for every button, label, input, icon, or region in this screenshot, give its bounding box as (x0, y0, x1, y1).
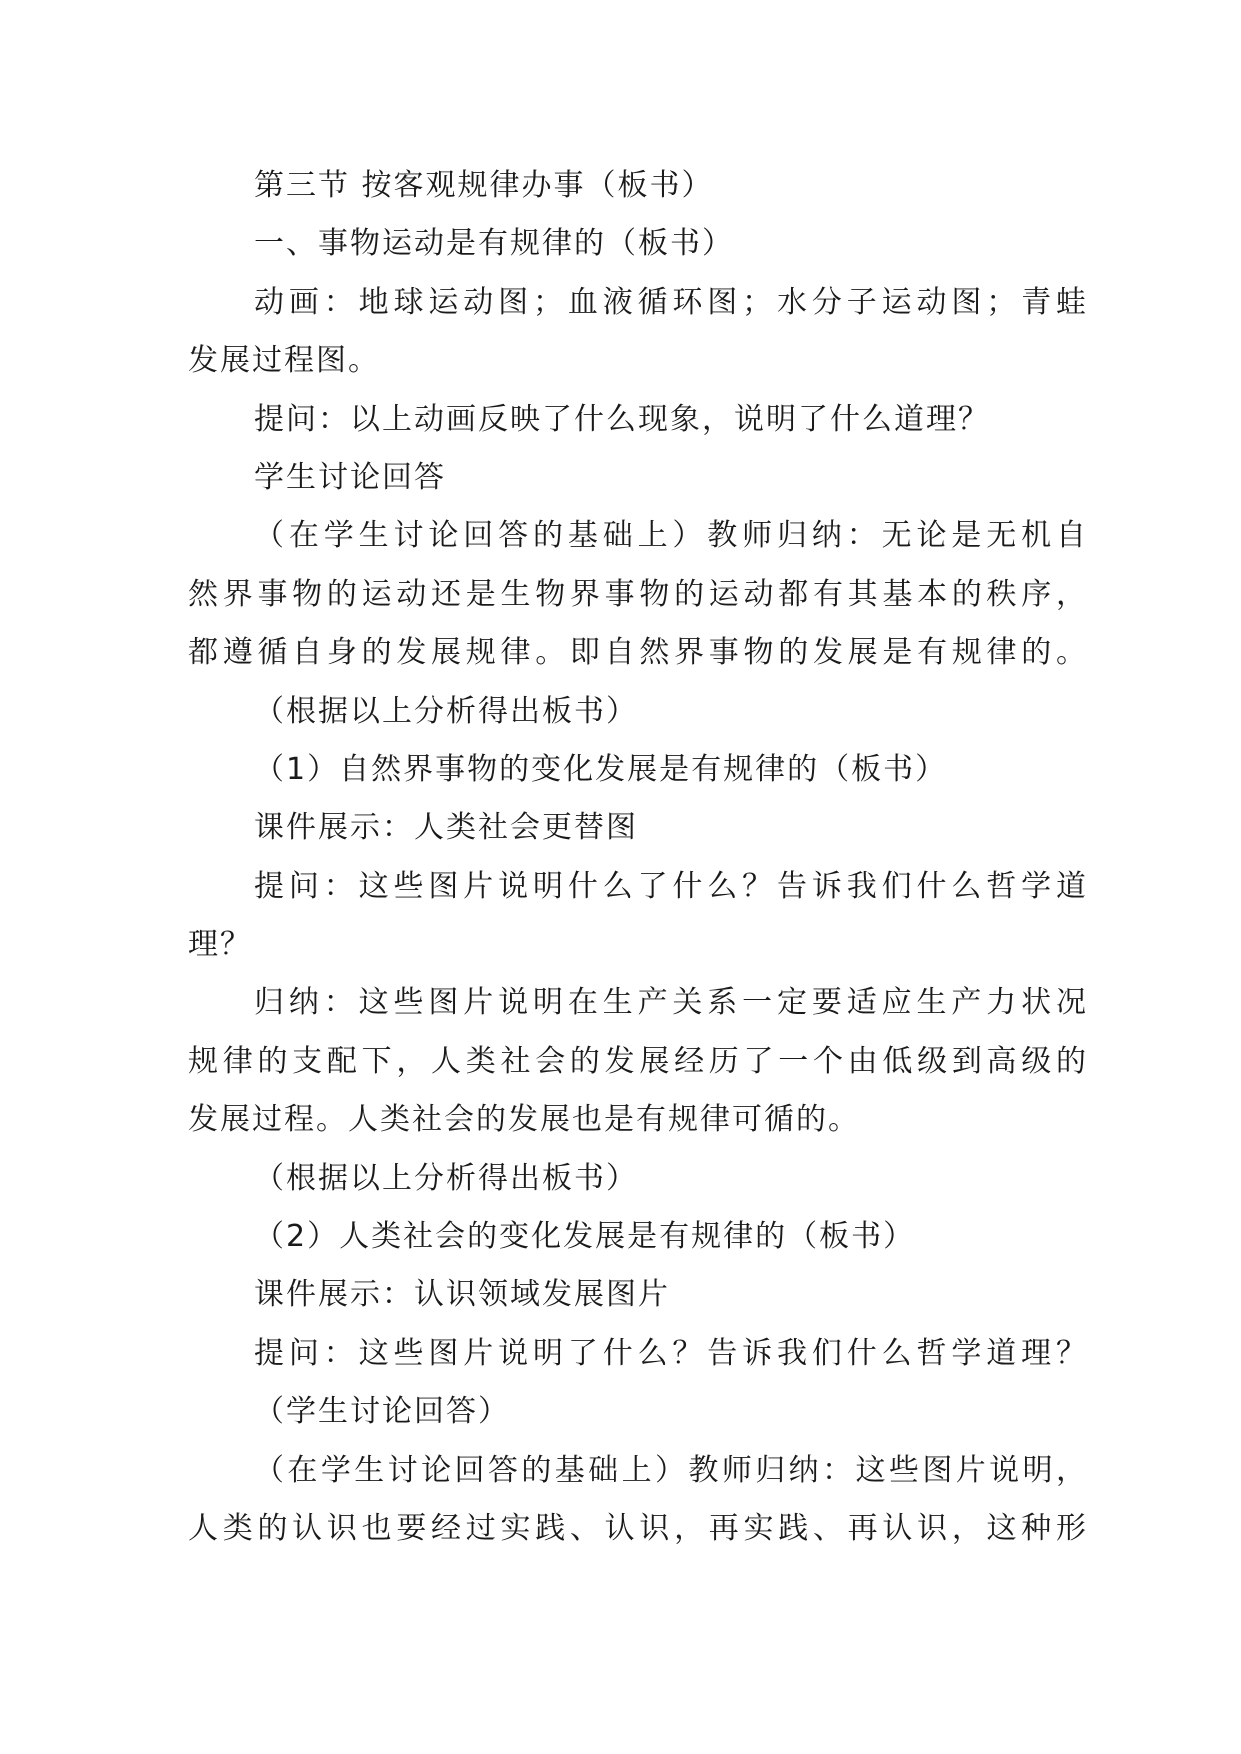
text-line: 提问：这些图片说明什么了什么？告诉我们什么哲学道 (254, 868, 1088, 904)
section-heading: 第三节 按客观规律办事（板书） (254, 168, 714, 203)
text-line: 课件展示：认识领域发展图片 (254, 1277, 670, 1313)
text-line: （2）人类社会的变化发展是有规律的（板书） (254, 1219, 916, 1255)
text-line: 提问：这些图片说明了什么？告诉我们什么哲学道理？ (254, 1335, 1088, 1371)
text-line: 提问：以上动画反映了什么现象，说明了什么道理？ (254, 401, 990, 437)
text-line: 动画：地球运动图；血液循环图；水分子运动图；青蛙 (254, 284, 1088, 320)
text-line: 归纳：这些图片说明在生产关系一定要适应生产力状况 (254, 985, 1088, 1021)
text-line: 学生讨论回答 (254, 459, 446, 495)
text-line: （1）自然界事物的变化发展是有规律的（板书） (254, 751, 948, 787)
text-line: （根据以上分析得出板书） (254, 693, 638, 729)
text-line: 规律的支配下，人类社会的发展经历了一个由低级到高级的 (188, 1043, 1088, 1079)
subsection-heading: 一、事物运动是有规律的（板书） (254, 226, 734, 262)
text-line: 课件展示：人类社会更替图 (254, 810, 638, 846)
text-line: 理？ (188, 927, 252, 963)
text-line: （在学生讨论回答的基础上）教师归纳：无论是无机自 (254, 518, 1088, 554)
text-line: 然界事物的运动还是生物界事物的运动都有其基本的秩序， (188, 576, 1088, 612)
text-line: 人类的认识也要经过实践、认识，再实践、再认识，这种形 (188, 1510, 1088, 1546)
document-page (188, 157, 1088, 1558)
text-line: 都遵循自身的发展规律。即自然界事物的发展是有规律的。 (188, 635, 1088, 671)
text-line: 发展过程图。 (188, 343, 380, 379)
text-line: 发展过程。人类社会的发展也是有规律可循的。 (188, 1102, 860, 1138)
text-line: （根据以上分析得出板书） (254, 1160, 638, 1196)
text-line: （学生讨论回答） (254, 1394, 510, 1430)
text-line: （在学生讨论回答的基础上）教师归纳：这些图片说明， (254, 1452, 1088, 1488)
